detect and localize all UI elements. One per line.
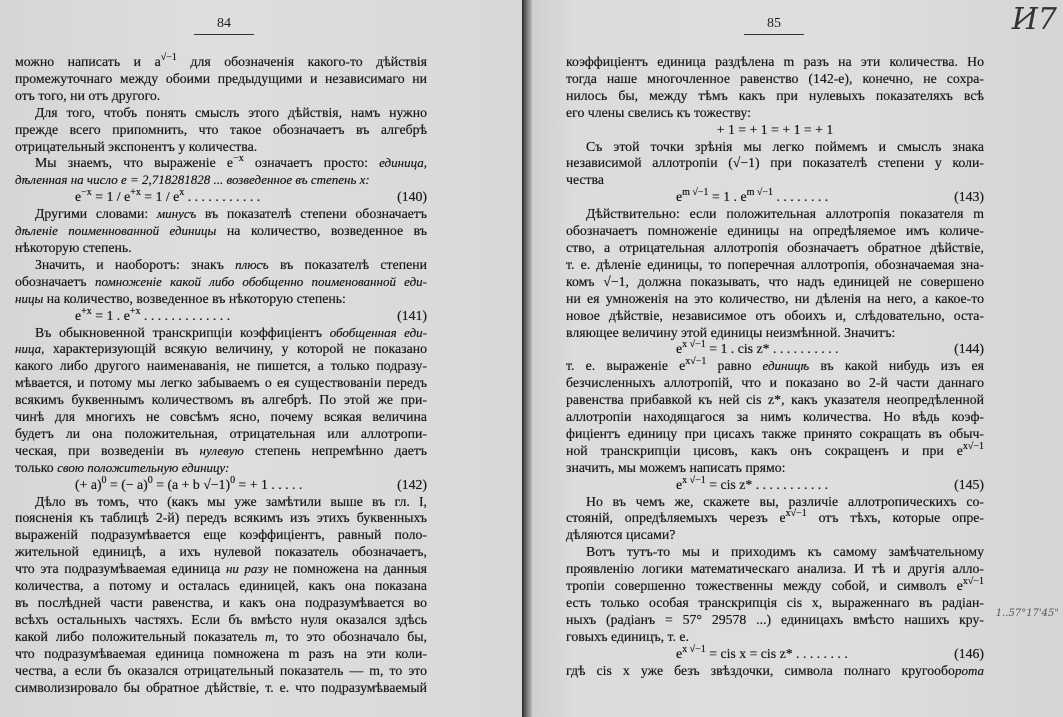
text-line [15,680,427,697]
exponent: m √−1 [746,187,773,199]
formula [566,474,829,494]
text-segment: на количество, возведенное въ нѣкоторую степень: [43,290,346,306]
formula-line [566,122,984,139]
text-segment: характеризующій всякую величину, у которой не показано [44,341,427,357]
text-line [15,426,427,443]
text-segment: гдѣ cis x уже безъ звѣздочки, символа полнаго кругообо [566,662,955,678]
text-segment: говыхъ единицъ, т. е. [566,628,689,644]
text-segment: комъ √−1, должна показывать, что надъ единицей не совершено [566,273,984,289]
text-line [566,494,984,511]
exponent: m √−1 [682,187,709,199]
text-line [566,223,984,240]
text-segment: (+ a) [75,476,102,492]
text-line [566,544,984,561]
text-line [566,527,984,544]
text-line [566,257,984,274]
text-line [15,139,427,156]
exponent: 0 [101,474,107,486]
text-segment: тогда наше многочленное равенство (142-е), конечно, не сохра- [566,70,984,86]
italic-text: единица, [379,155,427,171]
text-line [15,443,427,460]
text-line [566,274,984,291]
formula-line [566,189,984,206]
handwritten-mark: И7 [1011,2,1057,37]
text-segment: будетъ ли она положительная, отрицательная или аллотропи- [15,425,427,441]
text-segment: стояній, опредѣляемыхъ черезъ e [566,510,786,526]
text-line [566,595,984,612]
exponent: −x [81,187,92,199]
text-segment: = + 1 . . . . . [235,476,303,492]
page-number: 84 [194,16,254,35]
text-segment: проявленію логики математическаго анализа. И тѣ и другія алло- [566,561,984,577]
text-segment: Значить, и наоборотъ: знакъ [35,256,236,272]
text-segment: фиціентъ единицу при цисахъ также принято сокращать въ обыч- [566,425,984,441]
formula [15,474,303,494]
book-spine [522,0,532,717]
formula [566,643,848,663]
text-segment: какой либо положительный показатель [15,628,266,644]
text-segment: Другими словами: [35,206,157,222]
text-line [566,71,984,88]
text-line [566,240,984,257]
text-line [566,155,984,172]
text-segment: равенства прибавкой къ ней cis z*, какъ указателя неопредѣленной [566,392,984,408]
text-segment: отъ тѣхъ, которые опре- [806,510,985,526]
text-segment: т. е. дѣленіе единицы, то поперечная аллотропія, обозначаемая зна- [566,256,984,272]
exponent: x√−1 [962,576,984,588]
formula-line [15,189,427,206]
text-segment: Мы знаемъ, что выраженіе e [35,155,234,171]
text-line [566,612,984,629]
text-line [15,54,427,71]
formula-line [566,474,984,494]
equation-number: (144) [954,341,984,357]
equation-number: (142) [397,476,427,492]
equation-number: (146) [954,645,984,661]
text-segment: его члены свелись къ тожеству: [566,104,751,120]
formula-line [566,341,984,358]
text-segment: тропіи совершенно тожественны между собой, и символъ e [566,578,963,594]
text-line [15,510,427,527]
text-segment: обозначаетъ [15,273,95,289]
text-segment: значить, мы можемъ написать прямо: [566,459,786,475]
text-segment: на количество, возведенное въ [216,223,427,239]
text-segment: чества [566,172,605,188]
text-segment: = (a + b √−1) [152,476,231,492]
text-line [15,257,427,274]
equation-number: (143) [954,189,984,205]
left-page [0,0,522,717]
text-segment: всякимъ буквеннымъ количествомъ въ алгебрѣ. По этой же при- [15,392,427,408]
italic-text: ница, [15,341,45,357]
text-line [566,139,984,156]
text-line [15,341,427,358]
text-segment: = 1 / e [140,189,180,205]
text-segment: нѣкоторую степень. [15,239,132,255]
text-segment: . . . . . . . . . . . . . [140,307,231,323]
text-line [566,172,984,189]
formula-line [15,474,427,494]
text-segment: = (− a) [106,476,148,492]
text-line [566,375,984,392]
italic-text: свою положительную единицу: [57,459,230,475]
text-segment: можно написать и a [15,54,161,69]
italic-text: минусъ [156,206,197,222]
text-segment: Въ обыкновенной транскрипціи коэффиціентъ [35,324,330,340]
exponent: x √−1 [682,474,706,486]
italic-text: помноженіе какой либо обобщенно поименованной еди- [94,273,428,289]
exponent: −x [233,153,244,165]
text-line [566,629,984,646]
text-line [15,612,427,629]
text-line [566,105,984,122]
exponent: x √−1 [682,339,706,351]
text-line [15,291,427,308]
text-segment: мѣвается, и потому мы легко забываемъ о ея существованіи передъ [15,375,427,391]
text-segment: = cis x = cis z* . . . . . . . . [705,645,848,661]
text-segment: Съ этой точки зрѣнія мы легко поймемъ и смыслъ знака [586,138,984,154]
text-segment: промежуточнаго между обоими предыдущими и независимаго ни [15,70,427,86]
italic-text: m [265,628,275,644]
italic-text: нулевую [199,442,244,458]
text-segment: аллотропіи находящагося за нимъ количества. Но вѣдь коэф- [566,409,984,425]
text-line [15,155,427,172]
text-line [566,510,984,527]
italic-text: дѣленная на число e = 2,718281828 ... возведенное въ степень x: [15,172,370,188]
text-segment: нилось бы, между тѣмъ какъ при нулевыхъ показателяхъ всѣ [566,87,984,103]
text-segment: e [676,645,683,661]
text-line [566,392,984,409]
text-segment: какого либо другого наименаванія, не пишется, а только подразу- [15,358,427,374]
text-segment: вляющее величину этой единицы неизмѣнной. Значитъ: [566,324,896,340]
text-segment: e [676,341,683,357]
text-segment: = cis z* . . . . . . . . . . . [705,476,829,492]
text-line [15,527,427,544]
text-line [15,392,427,409]
text-line [566,663,984,680]
equation-number: (141) [397,307,427,323]
exponent: 0 [147,474,153,486]
text-line [15,646,427,663]
text-segment: ческая, при возведеніи въ [15,442,200,458]
text-segment: поясненія къ таблицѣ 2-й) передъ всякимъ изъ этихъ буквенныхъ [15,510,427,526]
text-segment: обозначаетъ помноженіе единицы на опредѣляемое имъ количе- [566,223,984,239]
formula-line [15,305,427,325]
text-segment: чества, а если бъ оказался отрицательный показатель — m, то это [15,662,427,678]
text-line [15,325,427,342]
text-segment: безчисленныхъ аллотропій, что и показано во 2-й части даннаго [566,375,984,391]
text-line [566,358,984,375]
formula [15,305,231,325]
text-segment: равно [706,358,763,374]
text-segment: есть только особая транскрипція cis x, выраженнаго въ радіан- [566,595,984,610]
equation-number: (145) [954,476,984,492]
text-line [566,426,984,443]
text-line [566,308,984,325]
exponent: x √−1 [682,643,706,655]
exponent: +x [129,305,141,317]
text-line [15,122,427,139]
text-segment: въ какой нибудь изъ ея [809,358,984,374]
text-line [15,88,427,105]
text-segment: e [676,476,683,492]
exponent: x [179,187,185,199]
text-segment: = 1 . e [708,189,747,205]
text-segment: ныхъ (радіанъ = 57° 29578 ...) единицахъ вмѣсто нашихъ кру- [566,611,984,627]
text-segment: въ показателѣ степени [268,256,427,272]
text-segment: что подразумѣваемая единица помножена m разъ на эти коли- [15,645,427,661]
text-line [566,291,984,308]
text-segment: степень непремѣнно даетъ [243,442,427,458]
text-segment: Для того, чтобъ понять смыслъ этого дѣйствія, намъ нужно [35,104,427,120]
text-segment: въ показателѣ степени обозначаетъ [196,206,427,222]
exponent: +x [130,187,141,199]
text-segment: жительной единицѣ, а ихъ нулевой показатель обозначаетъ, [15,544,427,560]
italic-text: плюсъ [235,256,269,272]
text-line [15,358,427,375]
text-segment: ство, а отрицательная аллотропія обозначаетъ обратное дѣйствіе, [566,239,984,255]
text-line [15,595,427,612]
text-segment: коэффиціентъ единица раздѣлена m разъ на эти количества. Но [566,54,984,69]
italic-text: ни разу [225,561,269,577]
text-segment: всѣхъ остальныхъ частяхъ. Если бъ вмѣсто нуля оказался здѣсь [15,611,427,627]
text-segment: ни ея умноженія на это количество, ни дѣленія на него, а какое-то [566,290,984,306]
handwritten-margin-note: 1..57°17'45" [995,608,1059,619]
text-line [15,375,427,392]
text-segment: ной транскрипціи цисовъ, какъ онъ сокращенъ и при e [566,442,963,458]
text-line [566,578,984,595]
text-segment: + 1 = + 1 = + 1 = + 1 [716,121,834,137]
text-segment: = 1 / e [91,189,131,205]
text-segment: что эта подразумѣваемая единица [15,561,226,577]
exponent: √−1 [160,52,177,63]
text-line [15,494,427,511]
text-segment: прежде всего припомнить, что такое обозначаетъ въ алгебрѣ [15,121,427,137]
text-segment: дѣляются цисами? [566,527,676,543]
text-line [15,240,427,257]
text-segment: выраженій подразумѣвается еще коэффиціентъ, равный поло- [15,527,427,543]
text-segment: т. е. выраженіе e [566,358,686,374]
text-segment: означаетъ просто: [243,155,380,171]
italic-text: единицѣ [762,358,810,374]
formula [566,189,828,206]
text-segment: e [676,189,683,205]
formula [15,189,260,206]
formula-line [566,643,984,663]
text-line [566,409,984,426]
text-line [15,172,427,189]
text-segment: Но въ чемъ же, скажете вы, различіе аллотропическихъ со- [586,493,984,509]
exponent: x√−1 [962,440,984,452]
text-line [15,105,427,122]
italic-text: обобщенная еди- [329,324,427,340]
exponent: 0 [230,474,236,486]
text-segment: . . . . . . . . [773,189,829,205]
text-line [15,663,427,680]
text-line [15,578,427,595]
page-number: 85 [744,16,804,35]
text-segment: независимой аллотропіи (√−1) при показателѣ степени у коли- [566,155,984,171]
page-text [566,54,984,680]
text-line [15,223,427,240]
text-segment: Вотъ тутъ-то мы и приходимъ къ самому замѣчательному [586,544,984,560]
text-segment: = 1 . cis z* . . . . . . . . . . [705,341,839,357]
text-segment: символизировало бы обратное дѣйствіе, т. е. что подразумѣваемый [15,679,427,695]
text-line [566,54,984,71]
text-line [15,206,427,223]
italic-text: дѣленіе поименнованной единицы [15,223,217,239]
text-line [566,460,984,477]
text-segment: e [75,307,82,323]
text-line [15,544,427,561]
text-segment: новое дѣйствіе, независимое отъ обоихъ и, слѣдовательно, оста- [566,307,984,323]
italic-text: ницы [15,290,44,306]
text-segment: , то это обозначало бы, [274,628,428,644]
text-line [566,206,984,223]
text-line [15,629,427,646]
text-segment: . . . . . . . . . . . [184,189,261,205]
text-segment: Дѣйствительно: если положительная аллотропія показателя m [586,206,984,222]
text-segment: = 1 . e [91,307,130,323]
text-segment: въ послѣдней части равенства, и какъ она подразумѣвается во [15,595,427,610]
italic-text: рота [954,662,984,678]
text-line [566,88,984,105]
text-line [15,460,427,477]
text-line [566,440,984,460]
text-segment: e [75,189,82,205]
text-segment: не помножена на данныя [268,561,427,577]
equation-number: (140) [397,189,427,205]
text-line [15,409,427,426]
exponent: +x [81,305,92,317]
text-segment: отрицательный экспонентъ у количества. [15,138,258,154]
text-segment: только [15,459,58,475]
text-segment: отъ того, ни отъ другого. [15,87,161,103]
text-segment: чинѣ для многихъ не совсѣмъ ясно, почему всякая величина [15,409,427,425]
text-line [15,274,427,291]
text-line [15,71,427,88]
text-segment: количества, а потому и осталась единицей, какъ она показана [15,578,427,594]
text-line [566,325,984,342]
exponent: x√−1 [785,508,807,520]
text-segment: Дѣло въ томъ, что (какъ мы уже замѣтили выше въ гл. I, [35,493,427,509]
text-line [566,561,984,578]
page-text [15,54,427,696]
text-line [15,561,427,578]
text-segment: для обозначенія какого-то дѣйствія [176,54,427,69]
exponent: x√−1 [685,356,707,368]
right-page [532,0,1063,717]
